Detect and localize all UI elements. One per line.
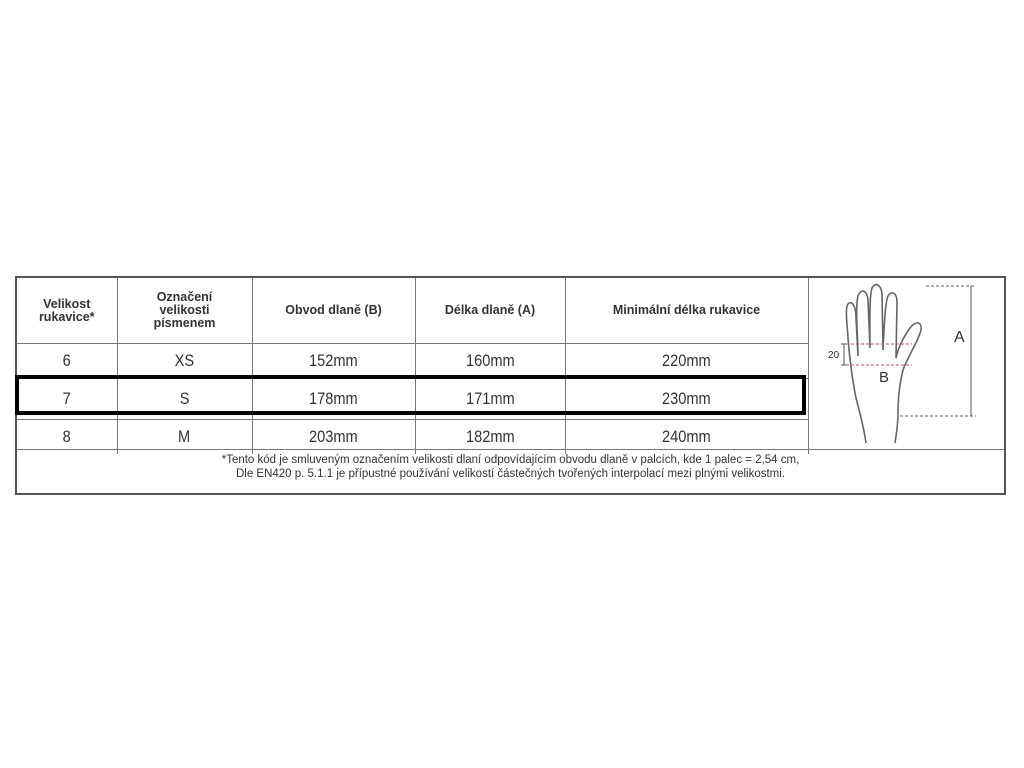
size-chart [15,276,1006,495]
cell-value: M [178,427,191,446]
cell-value: 160mm [465,351,515,370]
cell-glove-size [17,344,117,379]
table-row [17,379,808,420]
size-table [17,278,809,454]
cell-palm-circumference [252,379,415,420]
header-min-glove-length [565,278,808,344]
label-b: B [879,369,890,386]
label-20: 20 [828,350,840,361]
cell-min-glove-length [565,344,808,379]
cell-palm-length [415,344,565,379]
cell-palm-length [415,379,565,420]
footnote [17,449,1004,493]
header-letter-size [117,278,252,344]
label-a: A [954,329,965,346]
cell-value: S [179,389,190,408]
hand-measure-icon [808,278,1004,449]
footnote-line-2: Dle EN420 p. 5.1.1 je přípustné používání velikostí částečných tvořených interpolací mezi plnými velikostmi. [235,468,786,480]
header-label: Velikost rukavice* [38,296,95,324]
hand-outline [846,285,921,443]
cell-value: 178mm [309,389,358,408]
header-label: Délka dlaně (A) [444,303,536,317]
header-palm-length [415,278,565,344]
hand-diagram [808,278,1004,449]
header-row [17,278,808,344]
header-glove-size [17,278,117,344]
header-label: Minimální délka rukavice [612,303,761,317]
cell-value: 240mm [662,427,711,446]
cell-value: 203mm [309,427,358,446]
header-label: Obvod dlaně (B) [285,303,382,317]
cell-min-glove-length [565,379,808,420]
table-row [17,344,808,379]
header-label: Označení velikosti písmenem [153,290,216,330]
cell-value: 230mm [662,389,711,408]
footnote-line-1: *Tento kód je smluveným označením velikosti dlaní odpovídajícím obvodu dlaně v palcích, kde 1 palec = 2,54 cm, [221,454,800,466]
cell-value: 7 [62,389,71,408]
cell-value: XS [174,351,195,370]
cell-letter-size [117,379,252,420]
cell-value: 220mm [662,351,711,370]
cell-value: 182mm [465,427,515,446]
cell-value: 171mm [465,389,515,408]
cell-letter-size [117,344,252,379]
header-palm-circumference [252,278,415,344]
cell-palm-circumference [252,344,415,379]
cell-glove-size [17,379,117,420]
cell-value: 152mm [309,351,358,370]
cell-value: 8 [62,427,71,446]
cell-value: 6 [62,351,71,370]
